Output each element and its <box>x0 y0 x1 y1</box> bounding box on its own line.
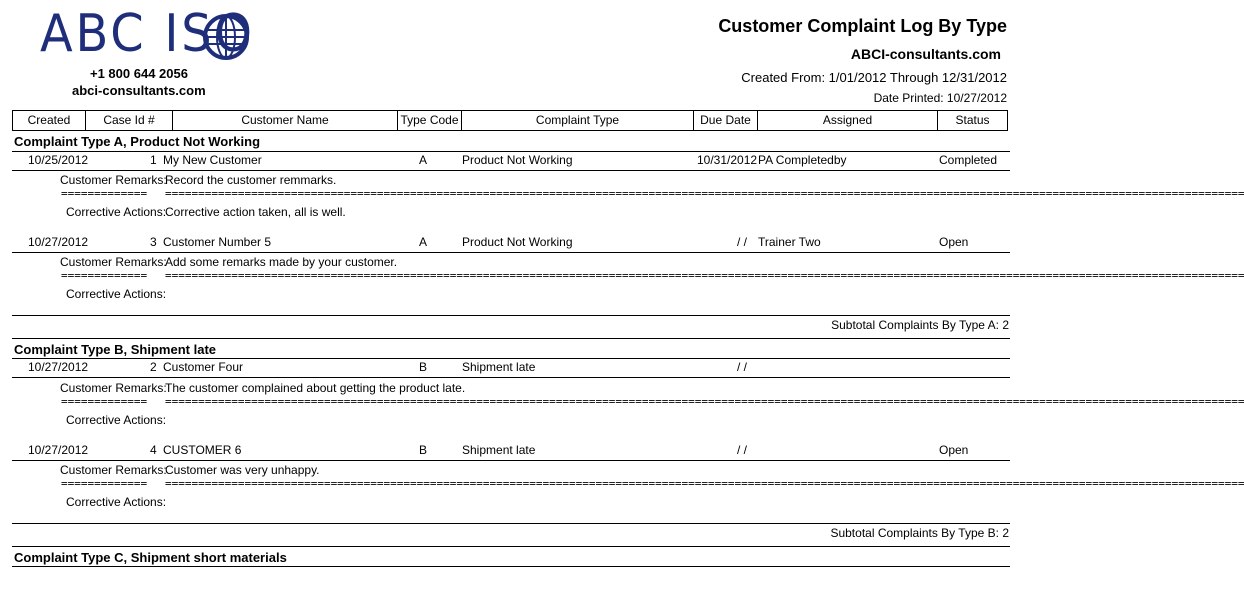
separator: =================================================================================================================================================================== <box>165 269 1244 282</box>
company-logo: ABC ISO <box>40 4 255 64</box>
customer-remarks-text: Customer was very unhappy. <box>165 463 320 477</box>
created-range: Created From: 1/01/2012 Through 12/31/2012 <box>741 70 1007 85</box>
customer-remarks-text: Record the customer remmarks. <box>165 173 337 187</box>
record-assigned: Trainer Two <box>758 235 821 249</box>
record-customer: My New Customer <box>163 153 262 167</box>
report-company: ABCI-consultants.com <box>850 46 1001 62</box>
record-type-code: A <box>419 235 428 249</box>
divider <box>12 377 1010 378</box>
customer-remarks-label: Customer Remarks: <box>60 255 167 269</box>
record-customer: Customer Four <box>163 360 244 374</box>
record-type-code: B <box>419 360 428 374</box>
separator: ============= <box>61 395 148 408</box>
record-created: 10/27/2012 <box>28 443 89 457</box>
col-assigned: Assigned <box>758 111 938 130</box>
record-type-code: A <box>419 153 428 167</box>
divider <box>12 546 1010 547</box>
col-type-code: Type Code <box>398 111 462 130</box>
subtotal-b: Subtotal Complaints By Type B: 2 <box>830 526 1009 540</box>
corrective-actions-label: Corrective Actions: <box>66 205 167 219</box>
group-title-b: Complaint Type B, Shipment late <box>14 342 217 357</box>
customer-remarks-text: Add some remarks made by your customer. <box>165 255 398 269</box>
col-customer-name: Customer Name <box>173 111 398 130</box>
separator: ============= <box>61 187 148 200</box>
divider <box>12 358 1010 359</box>
corrective-actions-label: Corrective Actions: <box>66 287 167 301</box>
col-case-id: Case Id # <box>86 111 173 130</box>
record-complaint-type: Shipment late <box>462 443 536 457</box>
record-status: Open <box>939 443 969 457</box>
col-created: Created <box>13 111 86 130</box>
col-complaint-type: Complaint Type <box>462 111 694 130</box>
divider <box>12 566 1010 567</box>
record-assigned: PA Completedby <box>758 153 847 167</box>
separator: ============= <box>61 269 148 282</box>
customer-remarks-label: Customer Remarks: <box>60 381 167 395</box>
separator: ============= <box>61 477 148 490</box>
record-complaint-type: Shipment late <box>462 360 536 374</box>
record-case-id: 3 <box>150 235 157 249</box>
separator: =================================================================================================================================================================== <box>165 395 1244 408</box>
record-due-date: / / <box>737 443 748 457</box>
divider <box>12 315 1010 316</box>
col-due-date: Due Date <box>694 111 758 130</box>
date-printed: Date Printed: 10/27/2012 <box>873 91 1007 105</box>
customer-remarks-label: Customer Remarks: <box>60 463 167 477</box>
divider <box>12 151 1010 152</box>
column-header-row <box>12 110 1008 131</box>
globe-icon <box>203 14 249 60</box>
col-status: Status <box>955 113 990 127</box>
group-title-a: Complaint Type A, Product Not Working <box>14 134 261 149</box>
record-created: 10/27/2012 <box>28 360 89 374</box>
record-due-date: / / <box>737 235 748 249</box>
record-status: Open <box>939 235 969 249</box>
record-type-code: B <box>419 443 428 457</box>
record-case-id: 2 <box>150 360 157 374</box>
company-phone: +1 800 644 2056 <box>90 66 188 81</box>
record-due-date: / / <box>737 360 748 374</box>
separator: =================================================================================================================================================================== <box>165 187 1244 200</box>
group-title-c: Complaint Type C, Shipment short materials <box>14 550 287 565</box>
divider <box>12 460 1010 461</box>
record-created: 10/27/2012 <box>28 235 89 249</box>
divider <box>12 523 1010 524</box>
record-complaint-type: Product Not Working <box>462 153 573 167</box>
divider <box>12 252 1010 253</box>
customer-remarks-label: Customer Remarks: <box>60 173 167 187</box>
subtotal-a: Subtotal Complaints By Type A: 2 <box>831 318 1009 332</box>
corrective-actions-label: Corrective Actions: <box>66 495 167 509</box>
record-customer: CUSTOMER 6 <box>163 443 242 457</box>
divider <box>12 338 1010 339</box>
corrective-actions-label: Corrective Actions: <box>66 413 167 427</box>
company-website: abci-consultants.com <box>72 83 206 98</box>
record-case-id: 4 <box>150 443 157 457</box>
record-due-date: 10/31/2012 <box>697 153 758 167</box>
record-customer: Customer Number 5 <box>163 235 272 249</box>
separator: =================================================================================================================================================================== <box>165 477 1244 490</box>
corrective-actions-text: Corrective action taken, all is well. <box>165 205 346 219</box>
report-title: Customer Complaint Log By Type <box>718 16 1007 36</box>
record-case-id: 1 <box>150 153 157 167</box>
divider <box>12 170 1010 171</box>
record-created: 10/25/2012 <box>28 153 89 167</box>
customer-remarks-text: The customer complained about getting the product late. <box>165 381 466 395</box>
record-status: Completed <box>939 153 998 167</box>
record-complaint-type: Product Not Working <box>462 235 573 249</box>
